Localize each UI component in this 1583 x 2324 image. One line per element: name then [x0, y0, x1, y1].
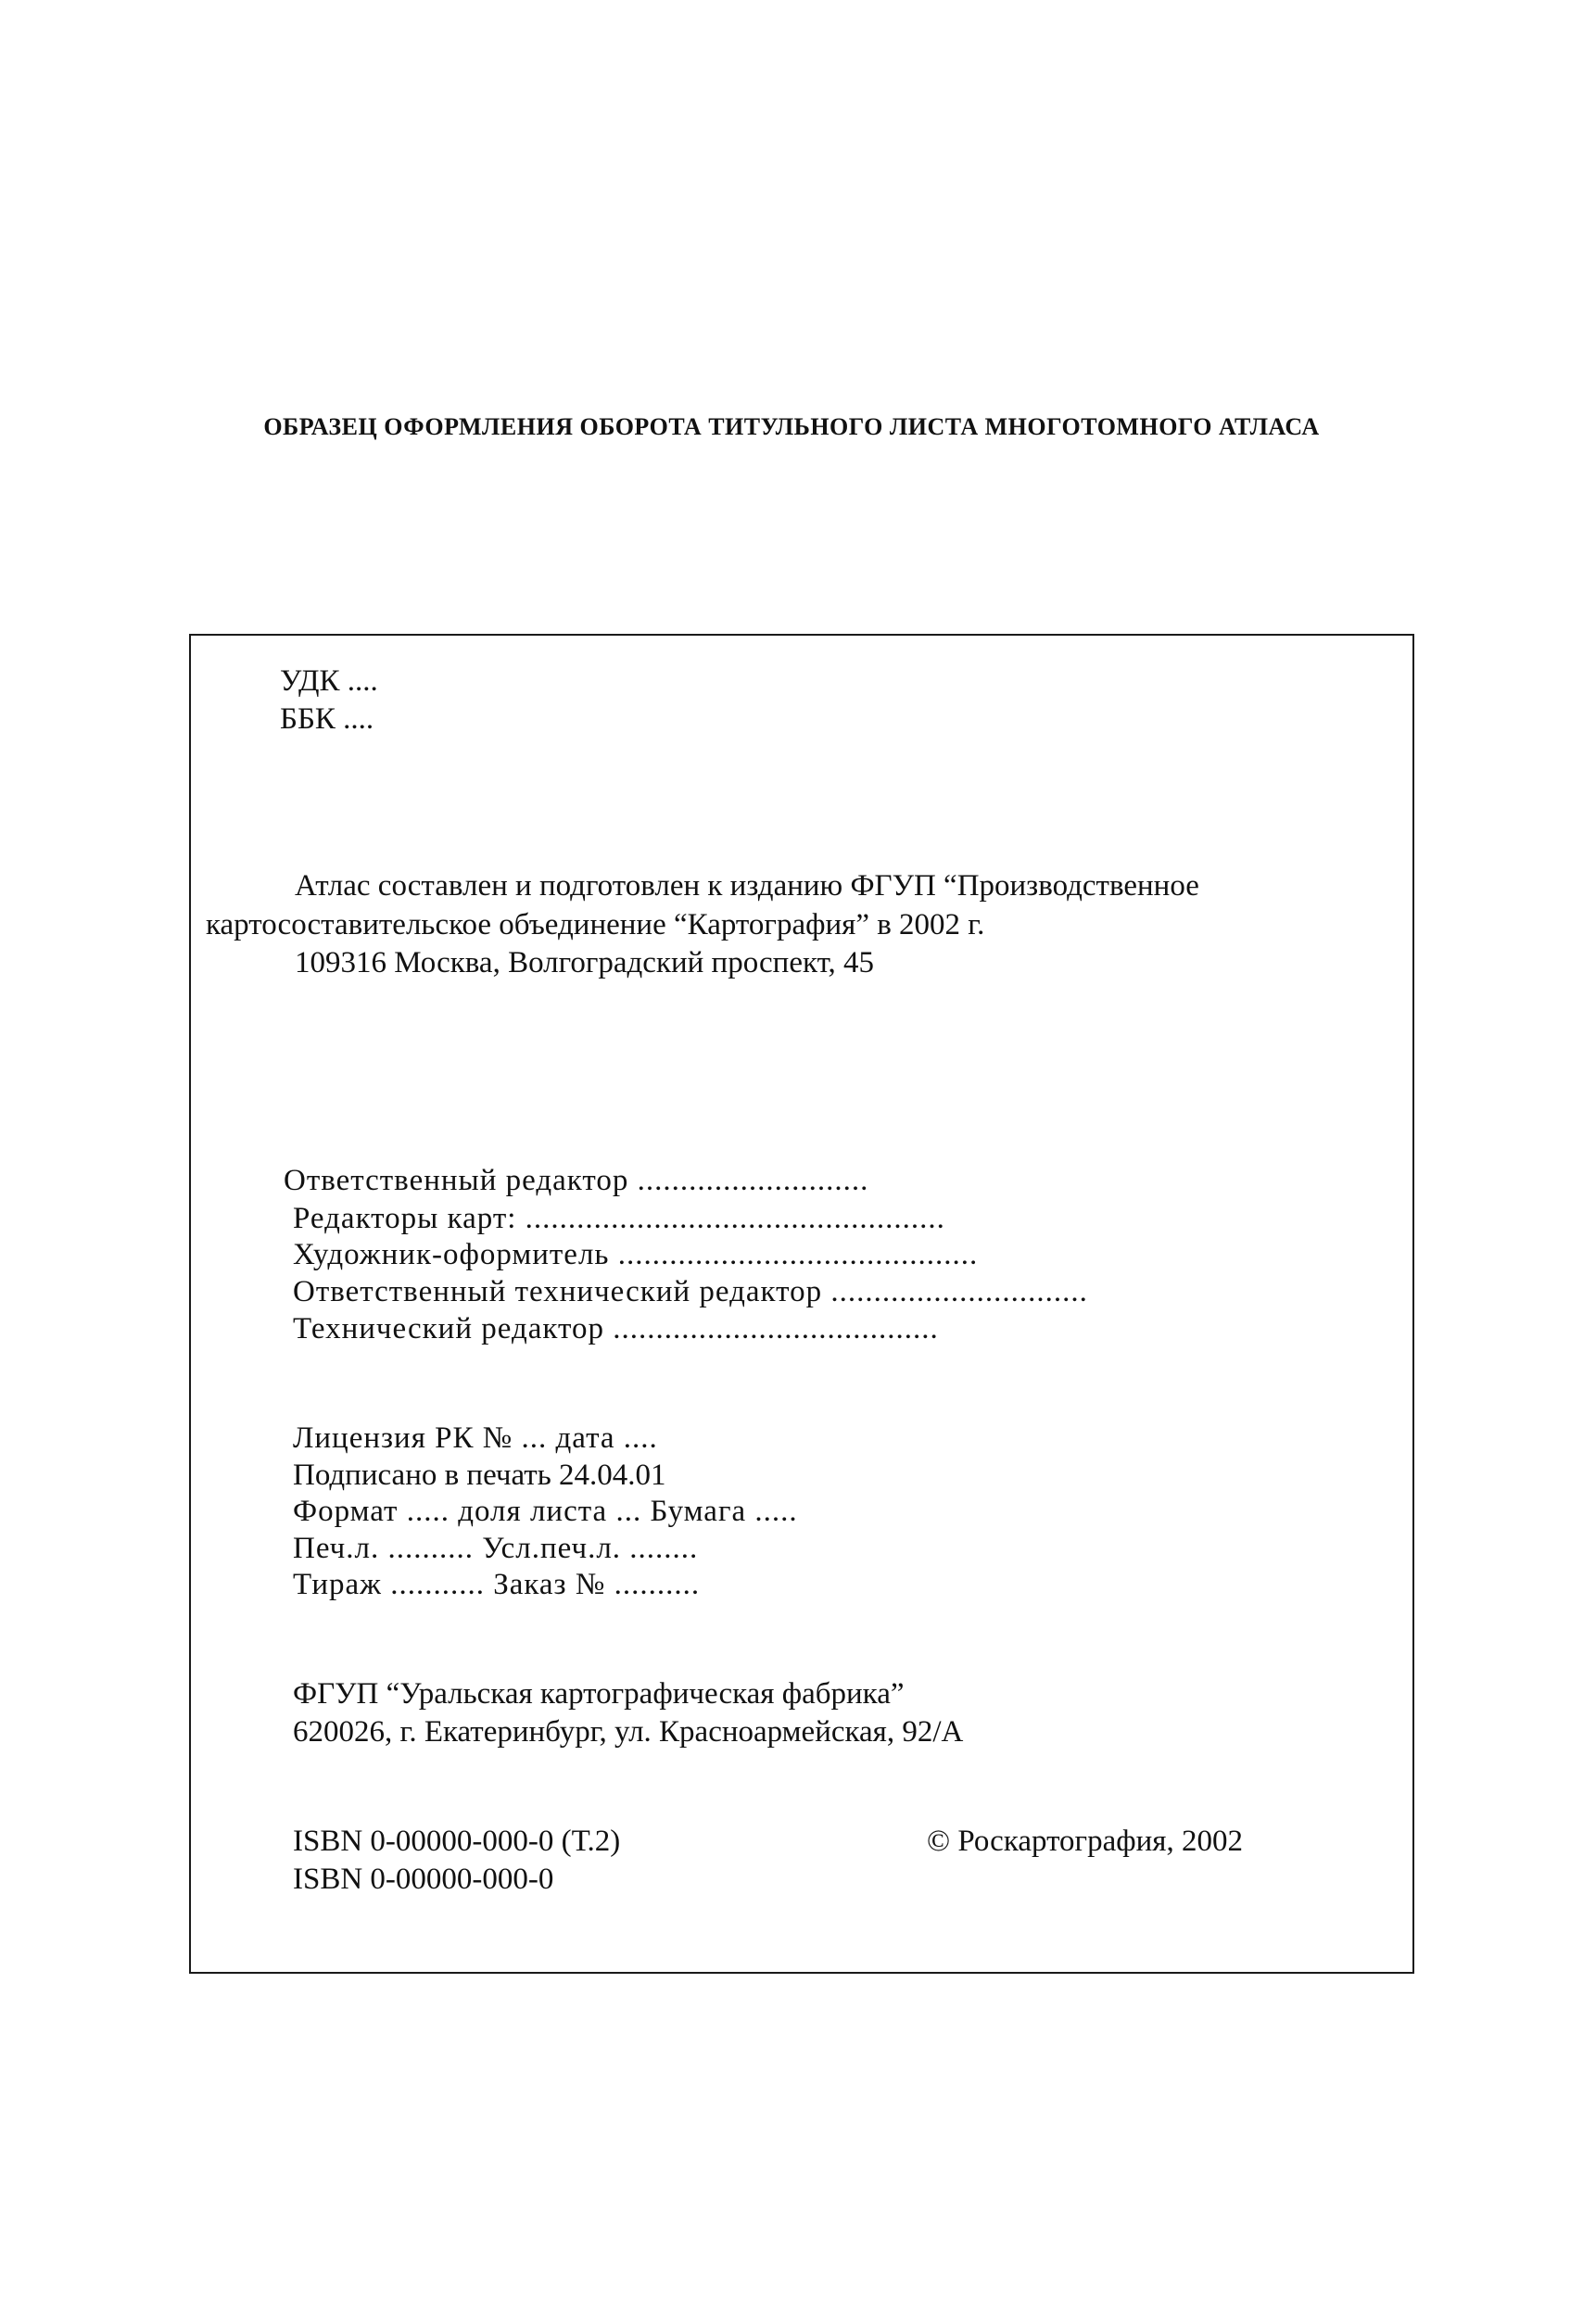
editor-line: Редакторы карт: ................................................. [293, 1202, 945, 1235]
editor-line: Художник-оформитель .......................................... [293, 1238, 979, 1271]
publisher-line-2: картосоставительское объединение “Картография” в 2002 г. [206, 908, 985, 941]
print-detail-line: Подписано в печать 24.04.01 [293, 1459, 666, 1492]
printer-name: ФГУП “Уральская картографическая фабрика” [293, 1677, 905, 1711]
editor-line: Технический редактор ...................................... [293, 1312, 939, 1345]
publisher-line-1: Атлас составлен и подготовлен к изданию ФГУП “Производственное [295, 869, 1199, 903]
print-detail-line: Тираж ........... Заказ № .......... [293, 1568, 701, 1601]
editor-line: Ответственный редактор ........................... [284, 1164, 869, 1197]
printer-address: 620026, г. Екатеринбург, ул. Красноармейская, 92/А [293, 1715, 964, 1749]
page-heading: ОБРАЗЕЦ ОФОРМЛЕНИЯ ОБОРОТА ТИТУЛЬНОГО ЛИСТА МНОГОТОМНОГО АТЛАСА [263, 413, 1320, 440]
publisher-address: 109316 Москва, Волгоградский проспект, 45 [295, 946, 875, 979]
print-detail-line: Печ.л. .......... Усл.печ.л. ........ [293, 1532, 699, 1565]
print-detail-line: Лицензия РК № ... дата .... [293, 1421, 658, 1455]
bbk-code: ББК .... [280, 702, 374, 736]
print-detail-line: Формат ..... доля листа ... Бумага ..... [293, 1495, 798, 1528]
isbn-volume: ISBN 0-00000-000-0 (Т.2) [293, 1825, 621, 1858]
isbn-set: ISBN 0-00000-000-0 [293, 1863, 554, 1896]
editor-line: Ответственный технический редактор .............................. [293, 1275, 1088, 1308]
copyright-notice: © Роскартография, 2002 [927, 1825, 1243, 1858]
udk-code: УДК .... [280, 664, 378, 698]
